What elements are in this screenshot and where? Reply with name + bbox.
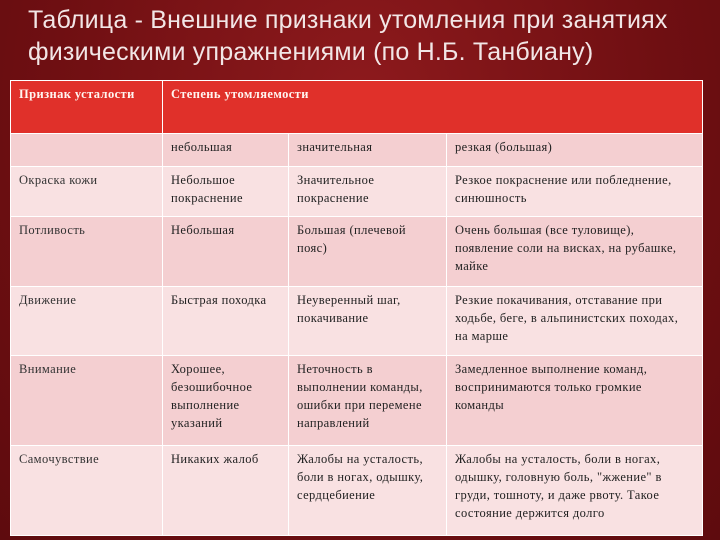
cell-significant: Неточность в выполнении команды, ошибки при перемене направлений [289, 356, 447, 446]
cell-significant: Жалобы на усталость, боли в ногах, одышку, сердцебиение [289, 446, 447, 536]
table-header-row [11, 81, 703, 134]
row-sign: Потливость [11, 216, 163, 286]
row-sign: Самочувствие [11, 446, 163, 536]
cell-significant: Неуверенный шаг, покачивание [289, 286, 447, 356]
header-sign: Признак усталости [11, 81, 163, 134]
row-sign: Окраска кожи [11, 167, 163, 217]
subheader-empty [11, 134, 163, 167]
table-row [11, 356, 703, 446]
cell-sharp: Резкое покраснение или побледнение, синюшность [447, 167, 703, 217]
row-sign: Внимание [11, 356, 163, 446]
fatigue-signs-table [10, 80, 703, 536]
row-sign: Движение [11, 286, 163, 356]
subheader-significant: значительная [289, 134, 447, 167]
cell-sharp: Очень большая (все туловище), появление соли на висках, на рубашке, майке [447, 216, 703, 286]
table-subheader-row [11, 134, 703, 167]
table-row [11, 286, 703, 356]
cell-sharp: Замедленное выполнение команд, воспринимаются только громкие команды [447, 356, 703, 446]
cell-small: Хорошее, безошибочное выполнение указаний [163, 356, 289, 446]
cell-small: Небольшое покраснение [163, 167, 289, 217]
cell-significant: Большая (плечевой пояс) [289, 216, 447, 286]
table-row [11, 167, 703, 217]
cell-sharp: Жалобы на усталость, боли в ногах, одышку, головную боль, "жжение" в груди, тошноту, и даже рвоту. Такое состояние держится долго [447, 446, 703, 536]
subheader-sharp: резкая (большая) [447, 134, 703, 167]
cell-small: Быстрая походка [163, 286, 289, 356]
cell-small: Никаких жалоб [163, 446, 289, 536]
subheader-small: небольшая [163, 134, 289, 167]
cell-significant: Значительное покраснение [289, 167, 447, 217]
table-row [11, 446, 703, 536]
page-title: Таблица - Внешние признаки утомления при занятиях физическими упражнениями (по Н.Б. Танбиану) [28, 6, 668, 66]
header-degree: Степень утомляемости [163, 81, 703, 134]
cell-sharp: Резкие покачивания, отставание при ходьбе, беге, в альпинистских походах, на марше [447, 286, 703, 356]
cell-small: Небольшая [163, 216, 289, 286]
table-row [11, 216, 703, 286]
